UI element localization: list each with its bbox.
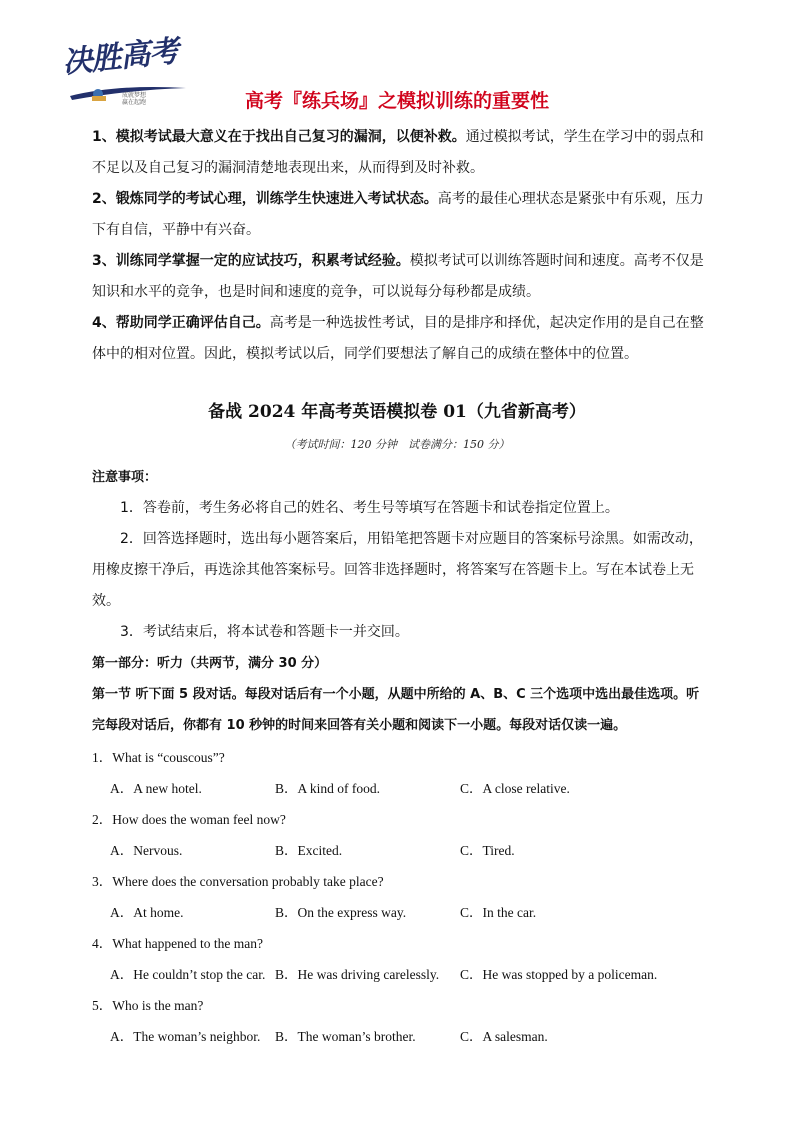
option-a: A．The woman’s neighbor. bbox=[110, 1029, 261, 1044]
notes-heading: 注意事项： bbox=[92, 470, 158, 485]
intro-text: 通过模拟考试，学生在学习中的弱点和不足以及自己复习的漏洞清楚地表现出来，从而得到及时补救。 bbox=[92, 129, 704, 176]
logo-tagline: 成就梦想 赢在起跑 bbox=[122, 92, 147, 106]
question-stem: 1．What is “couscous”? bbox=[92, 750, 225, 765]
option-c: C．In the car. bbox=[460, 905, 537, 920]
part-heading: 第一部分：听力（共两节，满分 30 分） bbox=[92, 656, 328, 671]
intro-text: 高考是一种选拔性考试，目的是排序和择优，起决定作用的是自己在整体中的相对位置。因此，模拟考试以后，同学们要想法了解自己的成绩在整体中的位置。 bbox=[92, 315, 704, 362]
question-list bbox=[92, 742, 712, 1052]
option-c: C．A close relative. bbox=[460, 781, 570, 796]
intro-paragraph bbox=[92, 308, 712, 370]
option-b: B．He was driving carelessly. bbox=[275, 967, 440, 982]
option-b: B．A kind of food. bbox=[275, 781, 381, 796]
question-stem: 3．Where does the conversation probably take place? bbox=[92, 874, 384, 889]
notes-item: 3．考试结束后，将本试卷和答题卡一并交回。 bbox=[120, 624, 409, 640]
question-stem: 2．How does the woman feel now? bbox=[92, 812, 286, 827]
intro-point: 3、训练同学掌握一定的应试技巧，积累考试经验。 bbox=[92, 253, 410, 269]
intro-paragraph bbox=[92, 246, 712, 308]
listening-part bbox=[92, 648, 712, 741]
option-b: B．On the express way. bbox=[275, 905, 407, 920]
option-a: A．He couldn’t stop the car. bbox=[110, 967, 266, 982]
option-a: A．Nervous. bbox=[110, 843, 183, 858]
question-stem: 5．Who is the man? bbox=[92, 998, 204, 1013]
notes-item: 2．回答选择题时，选出每小题答案后，用铅笔把答题卡对应题目的答案标号涂黑。如需改动，用橡皮擦干净后，再选涂其他答案标号。回答非选择题时，将答案写在答题卡上。写在本试卷上无效。 bbox=[92, 531, 703, 609]
option-b: B．Excited. bbox=[275, 843, 343, 858]
question-options bbox=[92, 835, 712, 866]
option-a: A．A new hotel. bbox=[110, 781, 202, 796]
banner-title: 高考『练兵场』之模拟训练的重要性 bbox=[244, 90, 549, 112]
intro-paragraph bbox=[92, 122, 712, 184]
question-options bbox=[92, 897, 712, 928]
notes-section bbox=[92, 462, 712, 648]
question-options bbox=[92, 773, 712, 804]
option-c: C．A salesman. bbox=[460, 1029, 548, 1044]
intro-point: 1、模拟考试最大意义在于找出自己复习的漏洞，以便补救。 bbox=[92, 129, 466, 145]
section-instructions: 第一节 听下面 5 段对话。每段对话后有一个小题，从题中所给的 A、B、C 三个选项中选出最佳选项。听完每段对话后，你都有 10 秒钟的时间来回答有关小题和阅读下一小题。每段对话仅读一遍。 bbox=[92, 687, 700, 733]
option-a: A．At home. bbox=[110, 905, 184, 920]
logo-text: 决胜高考 bbox=[60, 33, 180, 81]
question-stem: 4．What happened to the man? bbox=[92, 936, 263, 951]
intro-text: 模拟考试可以训练答题时间和速度。高考不仅是知识和水平的竞争，也是时间和速度的竞争，可以说每分每秒都是成绩。 bbox=[92, 253, 704, 300]
notes-item: 1．答卷前，考生务必将自己的姓名、考生号等填写在答题卡和试卷指定位置上。 bbox=[120, 500, 619, 516]
exam-subtitle: （考试时间：120 分钟 试卷满分：150 分） bbox=[284, 438, 510, 451]
intro-point: 4、帮助同学正确评估自己。 bbox=[92, 315, 270, 331]
question-options bbox=[92, 1021, 712, 1052]
option-c: C．Tired. bbox=[460, 843, 515, 858]
question-options bbox=[92, 959, 712, 990]
intro-text: 高考的最佳心理状态是紧张中有乐观，压力下有自信，平静中有兴奋。 bbox=[92, 191, 704, 238]
intro-point: 2、锻炼同学的考试心理，训练学生快速进入考试状态。 bbox=[92, 191, 438, 207]
exam-title: 备战 2024 年高考英语模拟卷 01（九省新高考） bbox=[208, 402, 586, 422]
option-b: B．The woman’s brother. bbox=[275, 1029, 416, 1044]
intro-section bbox=[92, 122, 712, 370]
intro-paragraph bbox=[92, 184, 712, 246]
option-c: C．He was stopped by a policeman. bbox=[460, 967, 658, 982]
